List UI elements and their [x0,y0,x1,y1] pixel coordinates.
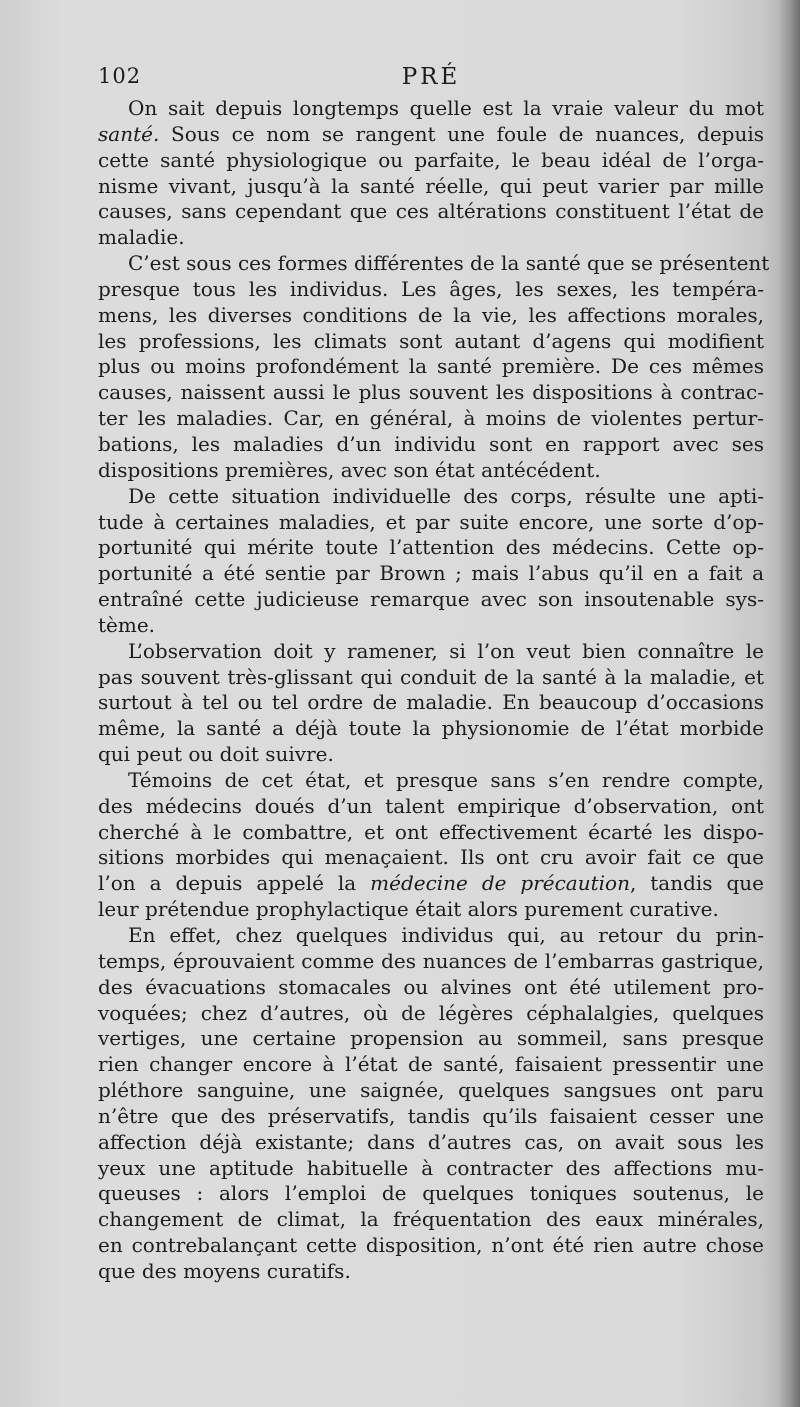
text-line: n’être que des préservatifs, tandis qu’ils faisaient cesser une [98,1103,764,1128]
text-line: L’observation doit y ramener, si l’on veut bien connaître le [128,638,764,663]
text-line: temps, éprouvaient comme des nuances de l’embarras gastrique, [98,948,764,973]
text-line: maladie. [98,225,185,250]
text-line: même, la santé a déjà toute la physionomie de l’état morbide [98,716,764,741]
text-line: les professions, les climats sont autant d’agens qui modifient [98,328,764,353]
text-line: cherché à le combattre, et ont effectivement écarté les dispo- [98,819,764,844]
text-line: causes, sans cependant que ces altérations constituent l’état de [98,199,764,224]
text-line: affection déjà existante; dans d’autres cas, on avait sous les [98,1129,764,1154]
text-line: plus ou moins profondément la santé première. De ces mêmes [98,354,764,379]
text-line: nisme vivant, jusqu’à la santé réelle, qui peut varier par mille [98,173,764,198]
italic-word: santé. [98,121,160,146]
text-line: tude à certaines maladies, et par suite encore, une sorte d’op- [98,509,764,534]
text-line: rien changer encore à l’état de santé, faisaient pressentir une [98,1052,764,1077]
text-line: des évacuations stomacales ou alvines ont été utilement pro- [98,974,764,999]
italic-phrase: médecine de précaution [370,871,630,896]
text-line: changement de climat, la fréquentation des eaux minérales, [98,1207,764,1232]
text-line: que des moyens curatifs. [98,1258,351,1283]
text-line: De cette situation individuelle des corps, résulte une apti- [128,483,764,508]
text-line: portunité a été sentie par Brown ; mais l’abus qu’il en a fait a [98,561,764,586]
text-line: surtout à tel ou tel ordre de maladie. En beaucoup d’occasions [98,690,764,715]
text-line: des médecins doués d’un talent empirique d’observation, ont [98,793,764,818]
text-line: dispositions premières, avec son état antécédent. [98,457,601,482]
body-text [98,96,770,1285]
text-line: en contrebalançant cette disposition, n’ont été rien autre chose [98,1233,764,1258]
text-line: portunité qui mérite toute l’attention des médecins. Cette op- [98,535,764,560]
text-line: On sait depuis longtemps quelle est la vraie valeur du mot [128,96,764,120]
text-line: causes, naissent aussi le plus souvent les dispositions à contrac- [98,380,764,405]
text-line: presque tous les individus. Les âges, les sexes, les tempéra- [98,276,764,301]
text-line: queuses : alors l’emploi de quelques toniques soutenus, le [98,1181,764,1206]
text-line: C’est sous ces formes différentes de la santé que se présentent [128,251,770,276]
text-line: Témoins de cet état, et presque sans s’en rendre compte, [128,767,764,792]
page-header [98,64,764,94]
text-line: yeux une aptitude habituelle à contracter des affections mu- [98,1155,764,1180]
text-line: ter les maladies. Car, en général, à moins de violentes pertur- [98,406,764,431]
text-line: bations, les maladies d’un individu sont en rapport avec ses [98,431,764,456]
page-number: 102 [98,64,142,88]
text-line: pléthore sanguine, une saignée, quelques sangsues ont paru [98,1078,764,1103]
text-line: leur prétendue prophylactique était alors purement curative. [98,897,719,922]
text-line: vertiges, une certaine propension au sommeil, sans presque [98,1026,764,1051]
text-line: tème. [98,612,156,637]
text-line: pas souvent très-glissant qui conduit de la santé à la maladie, et [98,664,764,689]
page-edge-shadow [778,0,800,1407]
text-line: cette santé physiologique ou parfaite, le beau idéal de l’orga- [98,147,764,172]
text-line: En effet, chez quelques individus qui, au retour du prin- [128,923,764,947]
running-head: PRÉ [401,64,461,90]
text-line: voquées; chez d’autres, où de légères céphalalgies, quelques [98,1000,764,1025]
text-line: qui peut ou doit suivre. [98,742,334,767]
text-line: entraîné cette judicieuse remarque avec son insoutenable sys- [98,587,764,612]
text-line-italic-phrase: l’on a depuis appelé la médecine de précaution, tandis que [98,871,764,896]
text-line: sitions morbides qui menaçaient. Ils ont cru avoir fait ce que [98,845,764,870]
text-line-italic-start: santé. Sous ce nom se rangent une foule de nuances, depuis [98,121,764,146]
text-line: mens, les diverses conditions de la vie, les affections morales, [98,302,764,327]
